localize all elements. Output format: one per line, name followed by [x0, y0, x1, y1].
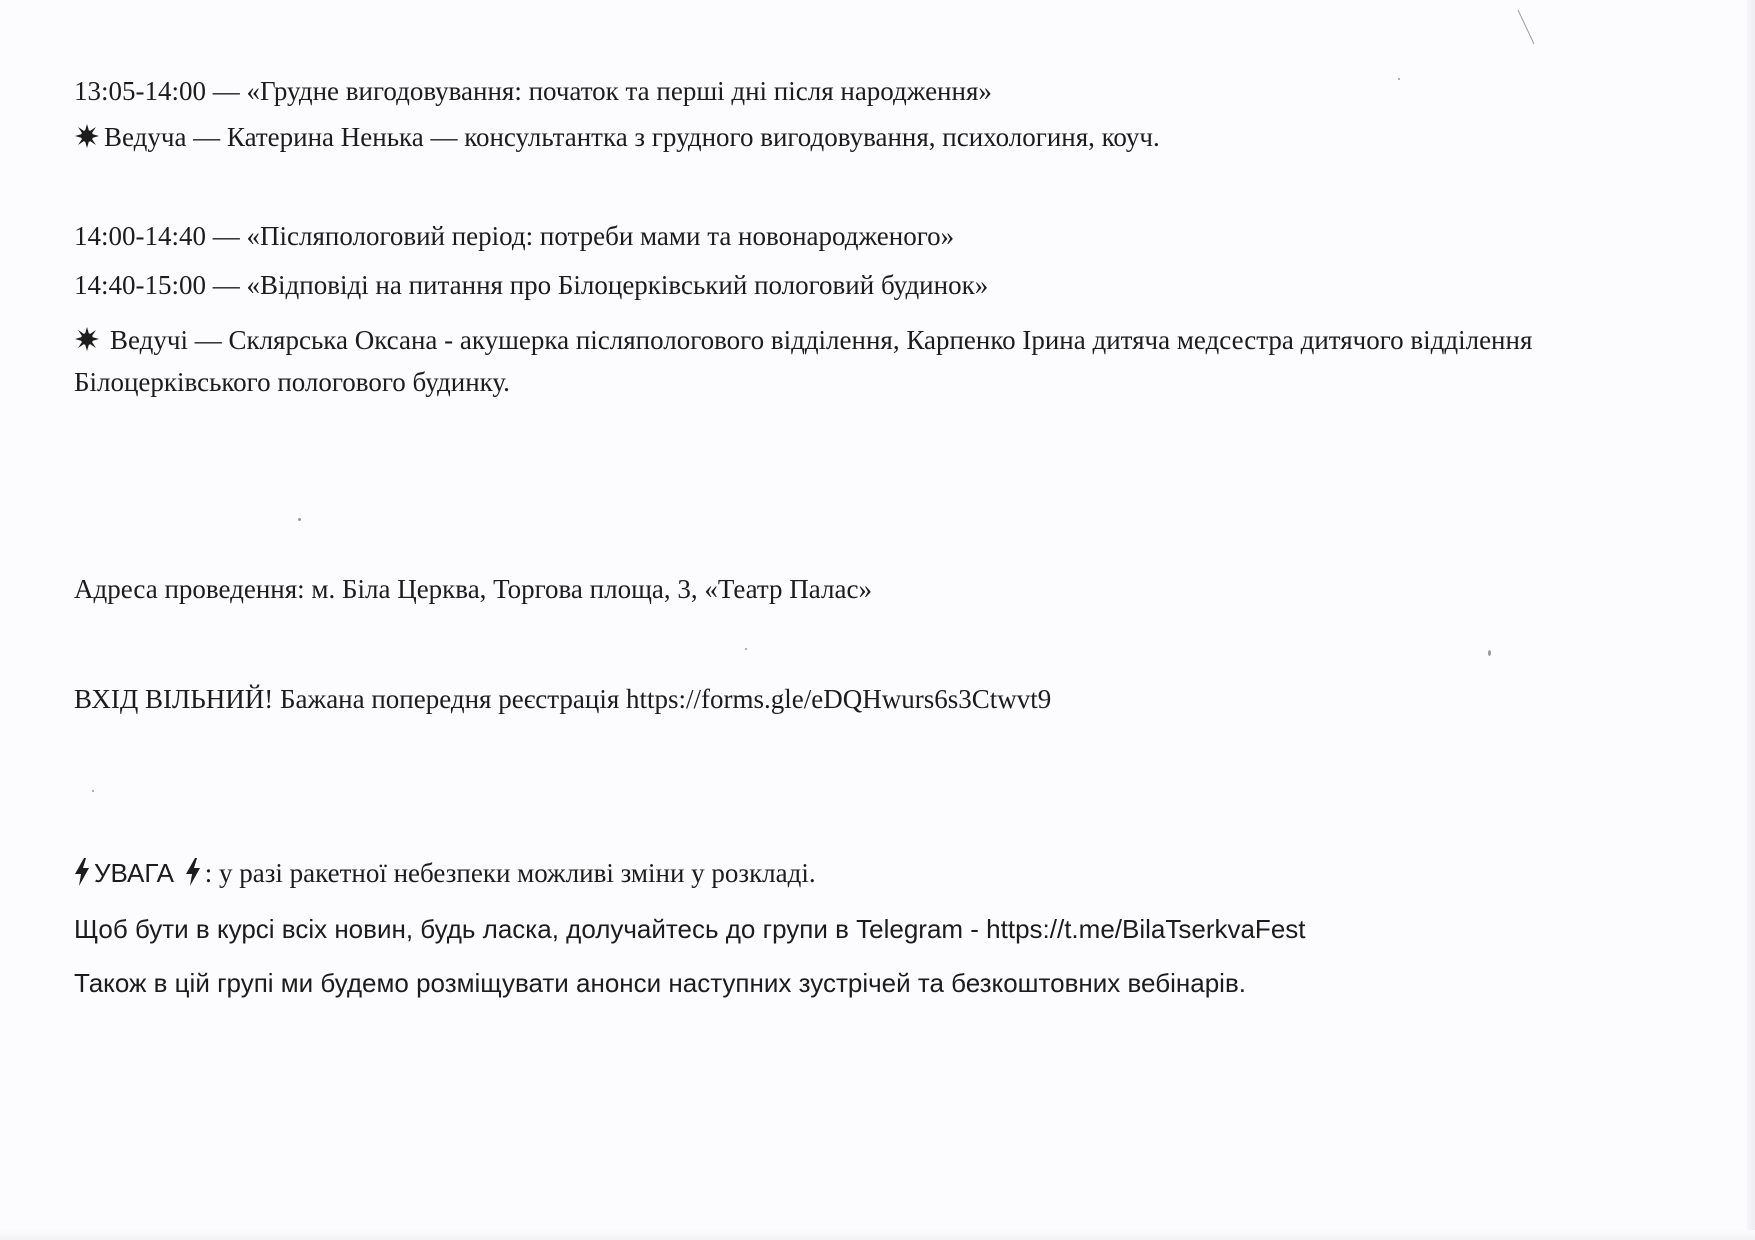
warning-text: : у разі ракетної небезпеки можливі зміни у розкладі.: [204, 858, 816, 888]
scan-speck: [1488, 650, 1491, 656]
host-1-text: Ведуча — Катерина Ненька — консультантка з грудного вигодовування, психологиня, коуч.: [104, 122, 1160, 152]
scan-scratch: [1516, 8, 1536, 46]
scan-edge: [1747, 0, 1755, 1240]
scan-speck: [298, 518, 301, 521]
scan-bottom-edge: [0, 1230, 1755, 1240]
host-line-2: [74, 321, 1674, 403]
schedule-item-1: 13:05-14:00 — «Грудне вигодовування: початок та перші дні після народження»: [74, 76, 992, 106]
announce-line: Також в цій групі ми будемо розміщувати анонси наступних зустрічей та безкоштовних вебінарів.: [74, 968, 1246, 998]
lightning-icon: [74, 858, 90, 891]
scan-speck: [1398, 78, 1400, 80]
scan-speck: [745, 648, 747, 650]
scan-speck: [92, 790, 94, 792]
host-2-text: Ведучі — Склярська Оксана - акушерка післяпологового відділення, Карпенко Ірина дитяча медсестра дитячого відділення Білоцерківського пологового будинку.: [74, 325, 1533, 398]
free-entry-registration: ВХІД ВІЛЬНИЙ! Бажана попередня реєстрація https://forms.gle/eDQHwurs6s3Ctwvt9: [74, 684, 1052, 714]
event-address: Адреса проведення: м. Біла Церква, Торгова площа, 3, «Театр Палас»: [74, 574, 872, 604]
schedule-item-3: 14:40-15:00 — «Відповіді на питання про Білоцерківський пологовий будинок»: [74, 270, 989, 300]
sparkle-icon: [74, 324, 100, 363]
telegram-line: Щоб бути в курсі всіх новин, будь ласка, долучайтесь до групи в Telegram - https://t.me/BilaTserkvaFest: [74, 914, 1306, 944]
sparkle-icon: [74, 123, 100, 154]
warning-line: [74, 858, 816, 891]
warning-word: УВАГА: [94, 858, 175, 888]
schedule-item-2: 14:00-14:40 — «Післяпологовий період: потреби мами та новонародженого»: [74, 221, 955, 251]
lightning-icon: [185, 858, 201, 891]
host-line-1: [74, 123, 1160, 154]
